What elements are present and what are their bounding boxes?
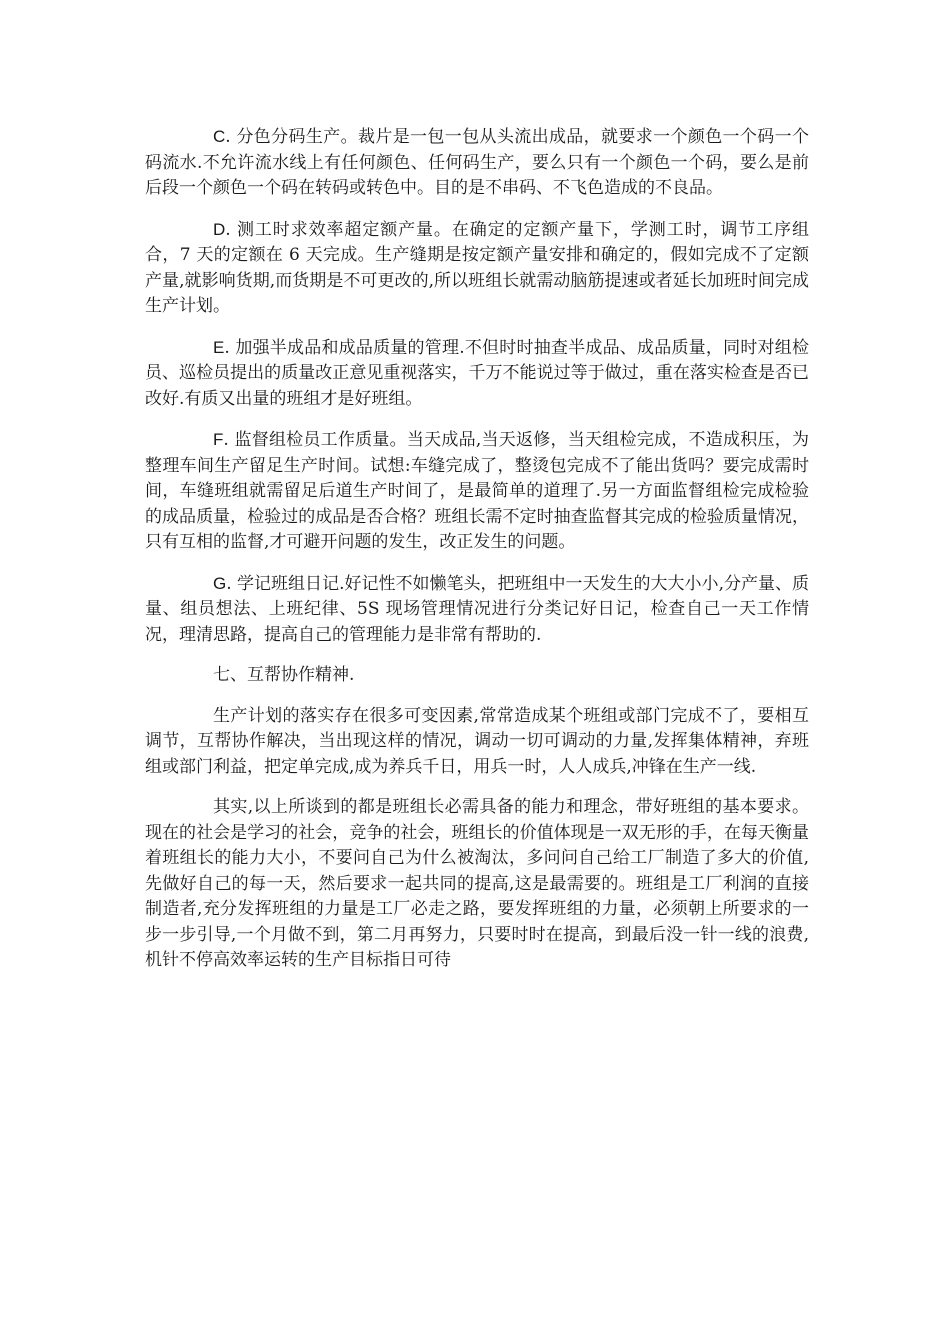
paragraph-text: . 加强半成品和成品质量的管理.不但时时抽查半成品、成品质量，同时对组检员、巡检员提出的质量改正意见重视落实，千万不能说过等于做过，重在落实检查是否已改好.有质又出量的班组才是好班组。: [145, 337, 809, 409]
paragraph-text: 生产计划的落实存在很多可变因素,常常造成某个班组或部门完成不了，要相互调节，互帮协作解决，当出现这样的情况，调动一切可调动的力量,发挥集体精神，弃班组或部门利益，把定单完成,成为养兵千日，用兵一时，人人成兵,冲锋在生产一线.: [145, 705, 809, 777]
paragraph-lead: F: [213, 430, 224, 449]
paragraph-text: . 学记班组日记.好记性不如懒笔头，把班组中一天发生的大大小小,分产量、质量、组员想法、上班纪律、5S 现场管理情况进行分类记好日记，检查自己一天工作情况，理清思路，提高自己的管理能力是非常有帮助的.: [145, 573, 809, 645]
document-body: [145, 124, 809, 989]
paragraph-e: [145, 335, 809, 413]
paragraph-d: [145, 217, 809, 320]
paragraph-lead: D: [213, 219, 226, 239]
paragraph-lead: C: [213, 127, 226, 146]
paragraph-c: [145, 124, 809, 202]
paragraph-teamwork: [145, 704, 809, 781]
paragraph-text: 其实,以上所谈到的都是班组长必需具备的能力和理念，带好班组的基本要求。现在的社会是学习的社会，竞争的社会，班组长的价值体现是一双无形的手，在每天衡量着班组长的能力大小，不要问自己为什么被淘汰，多问问自己给工厂制造了多大的价值,先做好自己的每一天，然后要求一起共同的提高,这是最需要的。班组是工厂利润的直接制造者,充分发挥班组的力量是工厂必走之路，要发挥班组的力量，必须朝上所要求的一步一步引导,一个月做不到，第二月再努力，只要时时在提高，到最后没一针一线的浪费,机针不停高效率运转的生产目标指日可待: [145, 797, 809, 970]
section-heading: [145, 663, 809, 689]
paragraph-text: . 分色分码生产。裁片是一包一包从头流出成品，就要求一个颜色一个码一个码流水.不允许流水线上有任何颜色、任何码生产，要么只有一个颜色一个码，要么是前后段一个颜色一个码在转码或转色中。目的是不串码、不飞色造成的不良品。: [145, 127, 809, 198]
paragraph-text: . 测工时求效率超定额产量。在确定的定额产量下，学测工时，调节工序组合，7 天的定额在 6 天完成。生产缝期是按定额产量安排和确定的，假如完成不了定额产量,就影响货期,而货期是不可更改的,所以班组长就需动脑筋提速或者延长加班时间完成生产计划。: [145, 219, 809, 316]
paragraph-conclusion: [145, 795, 809, 974]
paragraph-f: [145, 427, 809, 556]
heading-text: 七、互帮协作精神.: [213, 665, 355, 685]
paragraph-g: [145, 571, 809, 649]
paragraph-lead: G: [213, 573, 227, 593]
paragraph-lead: E: [213, 337, 225, 357]
paragraph-text: . 监督组检员工作质量。当天成品,当天返修，当天组检完成，不造成积压，为整理车间生产留足生产时间。试想:车缝完成了，整烫包完成不了能出货吗？要完成需时间，车缝班组就需留足后道生产时间了，是最简单的道理了.另一方面监督组检完成检验的成品质量，检验过的成品是否合格？班组长需不定时抽查监督其完成的检验质量情况，只有互相的监督,才可避开问题的发生，改正发生的问题。: [145, 430, 809, 552]
